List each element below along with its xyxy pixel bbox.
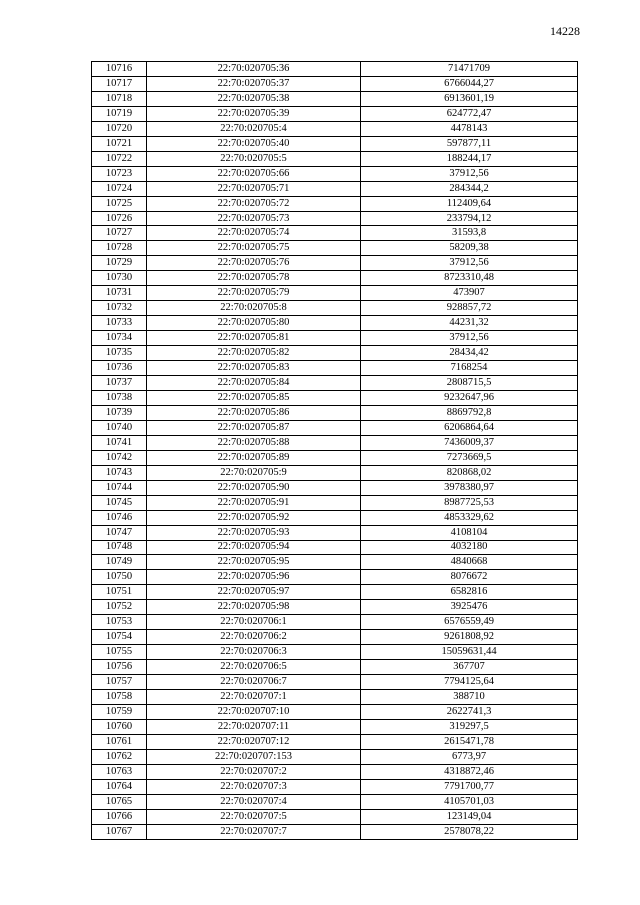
value-cell: 6766044,27 [361, 76, 578, 91]
row-number-cell: 10730 [92, 271, 147, 286]
row-number-cell: 10738 [92, 390, 147, 405]
table-row [92, 316, 578, 331]
value-cell: 367707 [361, 660, 578, 675]
cadastral-number-cell: 22:70:020705:87 [147, 420, 361, 435]
value-cell: 6576559,49 [361, 615, 578, 630]
value-cell: 284344,2 [361, 181, 578, 196]
row-number-cell: 10728 [92, 241, 147, 256]
cadastral-number-cell: 22:70:020705:37 [147, 76, 361, 91]
row-number-cell: 10749 [92, 555, 147, 570]
value-cell: 4105701,03 [361, 794, 578, 809]
value-cell: 8723310,48 [361, 271, 578, 286]
value-cell: 9232647,96 [361, 390, 578, 405]
row-number-cell: 10742 [92, 450, 147, 465]
cadastral-number-cell: 22:70:020705:90 [147, 480, 361, 495]
table-row [92, 271, 578, 286]
table-row [92, 794, 578, 809]
row-number-cell: 10729 [92, 256, 147, 271]
cadastral-number-cell: 22:70:020705:95 [147, 555, 361, 570]
table-row [92, 435, 578, 450]
table-row [92, 405, 578, 420]
row-number-cell: 10734 [92, 331, 147, 346]
cadastral-number-cell: 22:70:020705:73 [147, 211, 361, 226]
value-cell: 7794125,64 [361, 675, 578, 690]
cadastral-number-cell: 22:70:020707:2 [147, 764, 361, 779]
row-number-cell: 10763 [92, 764, 147, 779]
row-number-cell: 10739 [92, 405, 147, 420]
table-row [92, 719, 578, 734]
value-cell: 4840668 [361, 555, 578, 570]
row-number-cell: 10732 [92, 301, 147, 316]
cadastral-number-cell: 22:70:020705:93 [147, 525, 361, 540]
row-number-cell: 10721 [92, 136, 147, 151]
table-row [92, 824, 578, 839]
cadastral-number-cell: 22:70:020705:81 [147, 331, 361, 346]
cadastral-number-cell: 22:70:020705:5 [147, 151, 361, 166]
cadastral-number-cell: 22:70:020705:78 [147, 271, 361, 286]
value-cell: 2615471,78 [361, 734, 578, 749]
cadastral-number-cell: 22:70:020705:89 [147, 450, 361, 465]
value-cell: 44231,32 [361, 316, 578, 331]
cadastral-number-cell: 22:70:020705:86 [147, 405, 361, 420]
value-cell: 4853329,62 [361, 510, 578, 525]
value-cell: 4108104 [361, 525, 578, 540]
table-row [92, 226, 578, 241]
cadastral-number-cell: 22:70:020705:94 [147, 540, 361, 555]
row-number-cell: 10757 [92, 675, 147, 690]
table-row [92, 764, 578, 779]
cadastral-number-cell: 22:70:020705:36 [147, 62, 361, 77]
table-row [92, 166, 578, 181]
cadastral-number-cell: 22:70:020705:9 [147, 465, 361, 480]
row-number-cell: 10755 [92, 645, 147, 660]
value-cell: 6913601,19 [361, 91, 578, 106]
cadastral-number-cell: 22:70:020705:75 [147, 241, 361, 256]
row-number-cell: 10725 [92, 196, 147, 211]
cadastral-number-cell: 22:70:020705:88 [147, 435, 361, 450]
value-cell: 6773,97 [361, 749, 578, 764]
cadastral-number-cell: 22:70:020705:91 [147, 495, 361, 510]
value-cell: 4478143 [361, 121, 578, 136]
row-number-cell: 10716 [92, 62, 147, 77]
row-number-cell: 10762 [92, 749, 147, 764]
value-cell: 7273669,5 [361, 450, 578, 465]
row-number-cell: 10740 [92, 420, 147, 435]
row-number-cell: 10718 [92, 91, 147, 106]
value-cell: 8869792,8 [361, 405, 578, 420]
table-row [92, 91, 578, 106]
cadastral-number-cell: 22:70:020707:10 [147, 704, 361, 719]
table-row [92, 525, 578, 540]
row-number-cell: 10745 [92, 495, 147, 510]
value-cell: 2622741,3 [361, 704, 578, 719]
table-row [92, 555, 578, 570]
table-row [92, 540, 578, 555]
row-number-cell: 10720 [92, 121, 147, 136]
row-number-cell: 10756 [92, 660, 147, 675]
page-number: 14228 [550, 24, 580, 38]
cadastral-number-cell: 22:70:020705:76 [147, 256, 361, 271]
table-row [92, 465, 578, 480]
value-cell: 4032180 [361, 540, 578, 555]
table-row [92, 181, 578, 196]
cadastral-number-cell: 22:70:020705:66 [147, 166, 361, 181]
row-number-cell: 10743 [92, 465, 147, 480]
cadastral-number-cell: 22:70:020707:7 [147, 824, 361, 839]
row-number-cell: 10766 [92, 809, 147, 824]
cadastral-number-cell: 22:70:020707:4 [147, 794, 361, 809]
row-number-cell: 10719 [92, 106, 147, 121]
row-number-cell: 10751 [92, 585, 147, 600]
value-cell: 6582816 [361, 585, 578, 600]
cadastral-number-cell: 22:70:020705:97 [147, 585, 361, 600]
row-number-cell: 10744 [92, 480, 147, 495]
row-number-cell: 10765 [92, 794, 147, 809]
value-cell: 123149,04 [361, 809, 578, 824]
table-row [92, 106, 578, 121]
row-number-cell: 10753 [92, 615, 147, 630]
table-row [92, 809, 578, 824]
value-cell: 7791700,77 [361, 779, 578, 794]
row-number-cell: 10758 [92, 690, 147, 705]
value-cell: 473907 [361, 286, 578, 301]
value-cell: 8076672 [361, 570, 578, 585]
cadastral-number-cell: 22:70:020705:80 [147, 316, 361, 331]
table-row [92, 749, 578, 764]
table-row [92, 585, 578, 600]
table-row [92, 660, 578, 675]
table-row [92, 211, 578, 226]
value-cell: 28434,42 [361, 346, 578, 361]
cadastral-number-cell: 22:70:020707:153 [147, 749, 361, 764]
row-number-cell: 10735 [92, 346, 147, 361]
cadastral-number-cell: 22:70:020705:72 [147, 196, 361, 211]
row-number-cell: 10767 [92, 824, 147, 839]
value-cell: 9261808,92 [361, 630, 578, 645]
row-number-cell: 10724 [92, 181, 147, 196]
value-cell: 233794,12 [361, 211, 578, 226]
cadastral-number-cell: 22:70:020705:82 [147, 346, 361, 361]
row-number-cell: 10761 [92, 734, 147, 749]
cadastral-number-cell: 22:70:020707:5 [147, 809, 361, 824]
cadastral-number-cell: 22:70:020705:39 [147, 106, 361, 121]
value-cell: 31593,8 [361, 226, 578, 241]
cadastral-number-cell: 22:70:020705:38 [147, 91, 361, 106]
table-row [92, 361, 578, 376]
value-cell: 112409,64 [361, 196, 578, 211]
value-cell: 15059631,44 [361, 645, 578, 660]
table-row [92, 76, 578, 91]
table-row [92, 136, 578, 151]
cadastral-number-cell: 22:70:020707:12 [147, 734, 361, 749]
table-row [92, 615, 578, 630]
cadastral-number-cell: 22:70:020706:2 [147, 630, 361, 645]
row-number-cell: 10737 [92, 376, 147, 391]
value-cell: 8987725,53 [361, 495, 578, 510]
table-row [92, 704, 578, 719]
cadastral-number-cell: 22:70:020705:85 [147, 390, 361, 405]
value-cell: 2808715,5 [361, 376, 578, 391]
table-row [92, 151, 578, 166]
cadastral-number-cell: 22:70:020705:4 [147, 121, 361, 136]
row-number-cell: 10736 [92, 361, 147, 376]
cadastral-number-cell: 22:70:020707:11 [147, 719, 361, 734]
value-cell: 7168254 [361, 361, 578, 376]
row-number-cell: 10750 [92, 570, 147, 585]
table-row [92, 331, 578, 346]
value-cell: 71471709 [361, 62, 578, 77]
cadastral-number-cell: 22:70:020707:3 [147, 779, 361, 794]
value-cell: 7436009,37 [361, 435, 578, 450]
table-row [92, 675, 578, 690]
value-cell: 3978380,97 [361, 480, 578, 495]
row-number-cell: 10717 [92, 76, 147, 91]
table-row [92, 510, 578, 525]
row-number-cell: 10722 [92, 151, 147, 166]
table-row [92, 256, 578, 271]
table-row [92, 390, 578, 405]
value-cell: 37912,56 [361, 331, 578, 346]
table-row [92, 420, 578, 435]
value-cell: 2578078,22 [361, 824, 578, 839]
value-cell: 597877,11 [361, 136, 578, 151]
cadastral-number-cell: 22:70:020705:79 [147, 286, 361, 301]
table-row [92, 600, 578, 615]
value-cell: 6206864,64 [361, 420, 578, 435]
table-row [92, 241, 578, 256]
table-row [92, 62, 578, 77]
value-cell: 37912,56 [361, 166, 578, 181]
row-number-cell: 10748 [92, 540, 147, 555]
value-cell: 319297,5 [361, 719, 578, 734]
table-row [92, 301, 578, 316]
cadastral-number-cell: 22:70:020705:74 [147, 226, 361, 241]
cadastral-number-cell: 22:70:020705:98 [147, 600, 361, 615]
row-number-cell: 10746 [92, 510, 147, 525]
row-number-cell: 10759 [92, 704, 147, 719]
cadastral-value-table [91, 61, 578, 840]
table-row [92, 495, 578, 510]
cadastral-number-cell: 22:70:020707:1 [147, 690, 361, 705]
row-number-cell: 10727 [92, 226, 147, 241]
value-cell: 4318872,46 [361, 764, 578, 779]
cadastral-number-cell: 22:70:020706:3 [147, 645, 361, 660]
table-row [92, 645, 578, 660]
table-row [92, 346, 578, 361]
value-cell: 624772,47 [361, 106, 578, 121]
row-number-cell: 10754 [92, 630, 147, 645]
value-cell: 3925476 [361, 600, 578, 615]
value-cell: 37912,56 [361, 256, 578, 271]
table-row [92, 196, 578, 211]
table-row [92, 121, 578, 136]
row-number-cell: 10726 [92, 211, 147, 226]
row-number-cell: 10760 [92, 719, 147, 734]
row-number-cell: 10723 [92, 166, 147, 181]
row-number-cell: 10741 [92, 435, 147, 450]
cadastral-number-cell: 22:70:020705:83 [147, 361, 361, 376]
value-cell: 820868,02 [361, 465, 578, 480]
cadastral-number-cell: 22:70:020705:40 [147, 136, 361, 151]
table-row [92, 690, 578, 705]
table-row [92, 570, 578, 585]
row-number-cell: 10752 [92, 600, 147, 615]
table-row [92, 376, 578, 391]
table-row [92, 286, 578, 301]
value-cell: 388710 [361, 690, 578, 705]
row-number-cell: 10764 [92, 779, 147, 794]
cadastral-number-cell: 22:70:020706:5 [147, 660, 361, 675]
cadastral-number-cell: 22:70:020705:84 [147, 376, 361, 391]
cadastral-number-cell: 22:70:020706:7 [147, 675, 361, 690]
row-number-cell: 10747 [92, 525, 147, 540]
table-body [92, 62, 578, 840]
cadastral-number-cell: 22:70:020705:8 [147, 301, 361, 316]
value-cell: 58209,38 [361, 241, 578, 256]
value-cell: 928857,72 [361, 301, 578, 316]
table-row [92, 450, 578, 465]
cadastral-number-cell: 22:70:020705:71 [147, 181, 361, 196]
row-number-cell: 10731 [92, 286, 147, 301]
table-row [92, 779, 578, 794]
cadastral-number-cell: 22:70:020706:1 [147, 615, 361, 630]
table-row [92, 734, 578, 749]
value-cell: 188244,17 [361, 151, 578, 166]
row-number-cell: 10733 [92, 316, 147, 331]
cadastral-number-cell: 22:70:020705:96 [147, 570, 361, 585]
cadastral-number-cell: 22:70:020705:92 [147, 510, 361, 525]
table-row [92, 630, 578, 645]
table-row [92, 480, 578, 495]
